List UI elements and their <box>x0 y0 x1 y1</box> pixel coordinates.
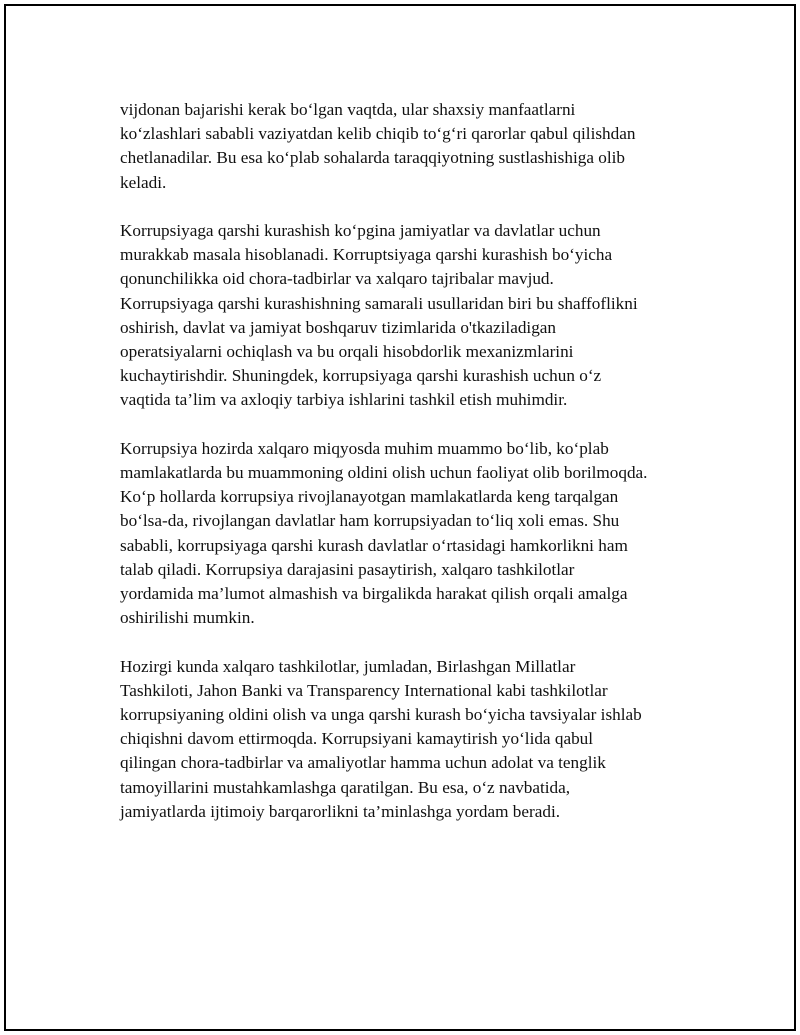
page-frame <box>4 4 796 1031</box>
text-line: oshirish, davlat va jamiyat boshqaruv tizimlarida o'tkaziladigan <box>120 317 557 337</box>
paragraph-4 <box>120 655 700 824</box>
text-line: mamlakatlarda bu muammoning oldini olish uchun faoliyat olib borilmoqda. <box>120 463 648 483</box>
paragraph-3 <box>120 437 700 631</box>
text-line: talab qiladi. Korrupsiya darajasini pasaytirish, xalqaro tashkilotlar <box>120 559 575 579</box>
text-line: kuchaytirishdir. Shuningdek, korrupsiyaga qarshi kurashish uchun o‘z <box>120 366 602 386</box>
text-line: Korrupsiyaga qarshi kurashish ko‘pgina jamiyatlar va davlatlar uchun <box>120 221 601 240</box>
text-line: jamiyatlarda ijtimoiy barqarorlikni ta’minlashga yordam beradi. <box>120 801 561 821</box>
text-line: Ko‘p hollarda korrupsiya rivojlanayotgan mamlakatlarda keng tarqalgan <box>120 487 619 507</box>
text-line: ko‘zlashlari sababli vaziyatdan kelib chiqib to‘g‘ri qarorlar qabul qilishdan <box>120 124 636 144</box>
document-body <box>120 98 700 848</box>
text-line: yordamida ma’lumot almashish va birgalikda harakat qilish orqali amalga <box>120 584 628 604</box>
text-line: Korrupsiya hozirda xalqaro miqyosda muhim muammo bo‘lib, ko‘plab <box>120 438 609 458</box>
text-line: Tashkiloti, Jahon Banki va Transparency International kabi tashkilotlar <box>120 680 608 700</box>
text-line: chiqishni davom ettirmoqda. Korrupsiyani kamaytirish yo‘lida qabul <box>120 729 594 749</box>
text-line: vaqtida ta’lim va axloqiy tarbiya ishlarini tashkil etish muhimdir. <box>120 390 568 410</box>
text-line: sababli, korrupsiyaga qarshi kurash davlatlar o‘rtasidagi hamkorlikni ham <box>120 535 628 555</box>
text-line: chetlanadilar. Bu esa ko‘plab sohalarda taraqqiyotning sustlashishiga olib <box>120 148 625 168</box>
text-line: vijdonan bajarishi kerak bo‘lgan vaqtda, ular shaxsiy manfaatlarni <box>120 100 576 119</box>
text-line: korrupsiyaning oldini olish va unga qarshi kurash bo‘yicha tavsiyalar ishlab <box>120 705 642 725</box>
text-line: operatsiyalarni ochiqlash va bu orqali hisobdorlik mexanizmlarini <box>120 342 574 362</box>
text-line: Korrupsiyaga qarshi kurashishning samarali usullaridan biri bu shaffoflikni <box>120 293 638 313</box>
text-line: murakkab masala hisoblanadi. Korruptsiyaga qarshi kurashish bo‘yicha <box>120 245 613 265</box>
text-line: qilingan chora-tadbirlar va amaliyotlar hamma uchun adolat va tenglik <box>120 753 606 773</box>
text-line: keladi. <box>120 172 167 192</box>
text-line: Hozirgi kunda xalqaro tashkilotlar, jumladan, Birlashgan Millatlar <box>120 656 576 676</box>
paragraph-2 <box>120 219 700 413</box>
text-line: tamoyillarini mustahkamlashga qaratilgan. Bu esa, o‘z navbatida, <box>120 777 571 797</box>
paragraph-1 <box>120 98 700 195</box>
text-line: qonunchilikka oid chora-tadbirlar va xalqaro tajribalar mavjud. <box>120 269 554 289</box>
text-line: oshirilishi mumkin. <box>120 608 255 628</box>
text-line: bo‘lsa-da, rivojlangan davlatlar ham korrupsiyadan to‘liq xoli emas. Shu <box>120 511 620 531</box>
